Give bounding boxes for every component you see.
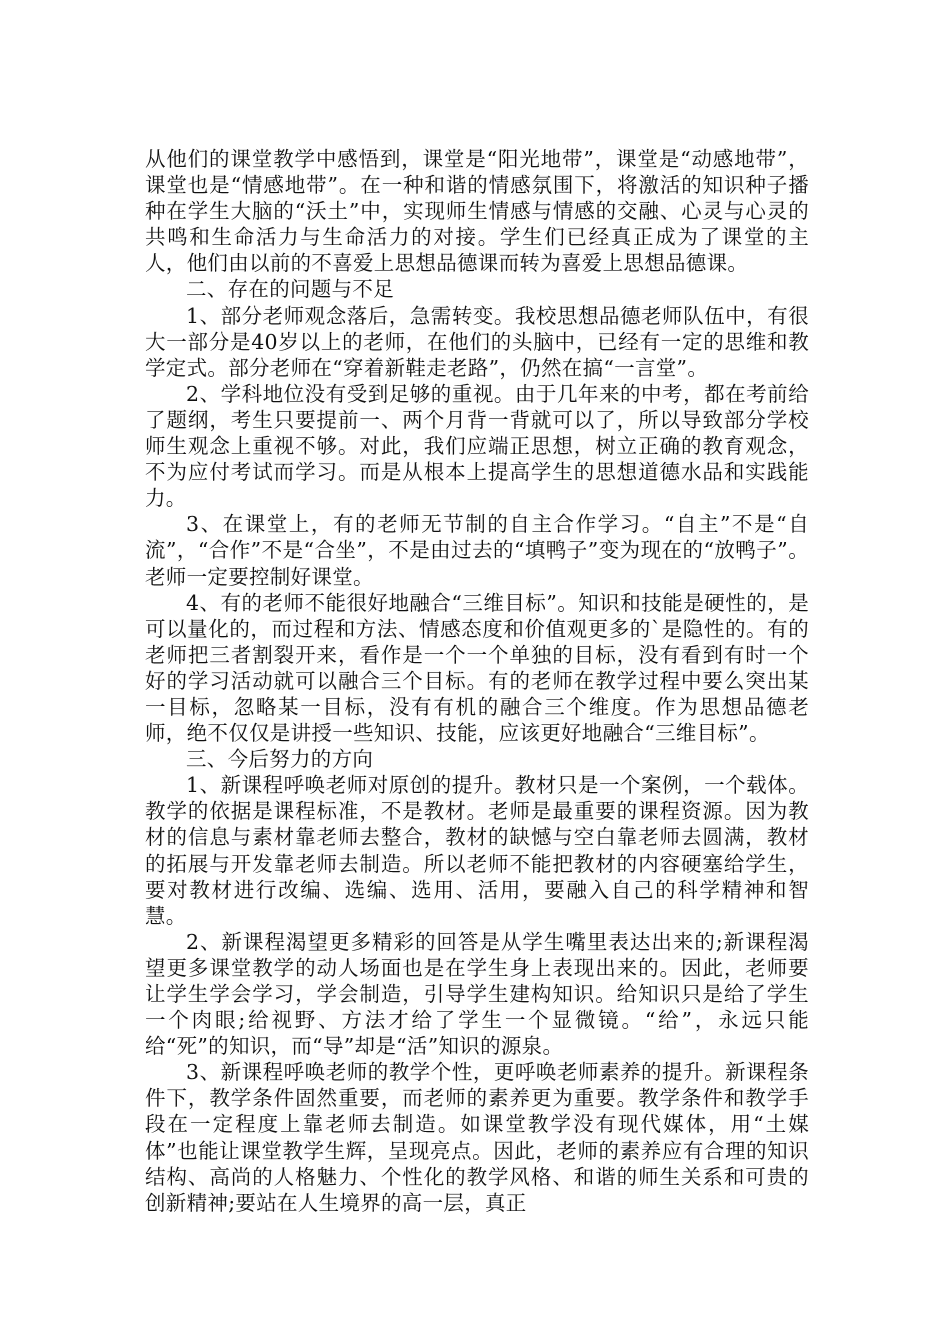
paragraph-intro: 从他们的课堂教学中感悟到，课堂是“阳光地带”，课堂是“动感地带”，课堂也是“情感地带”。在一种和谐的情感氛围下，将激活的知识种子播种在学生大脑的“沃土”中，实现师生情感与情感的交融、心灵与心灵的共鸣和生命活力与生命活力的对接。学生们已经真正成为了课堂的主人，他们由以前的不喜爱上思想品德课而转为喜爱上思想品德课。 [145, 147, 809, 276]
paragraph-problem-3: 3、在课堂上，有的老师无节制的自主合作学习。“自主”不是“自流”，“合作”不是“合坐”，不是由过去的“填鸭子”变为现在的“放鸭子”。老师一定要控制好课堂。 [145, 512, 809, 589]
paragraph-problem-1: 1、部分老师观念落后，急需转变。我校思想品德老师队伍中，有很大一部分是40岁以上的老师，在他们的头脑中，已经有一定的思维和教学定式。部分老师在“穿着新鞋走老路”，仍然在搞“一言堂”。 [145, 303, 809, 380]
section-heading-problems: 二、存在的问题与不足 [186, 277, 394, 302]
paragraph-direction-2: 2、新课程渴望更多精彩的回答是从学生嘴里表达出来的;新课程渴望更多课堂教学的动人场面也是在学生身上表现出来的。因此，老师要让学生学会学习，学会制造，引导学生建构知识。给知识只是给了学生一个肉眼;给视野、方法才给了学生一个显微镜。“给”，永远只能给“死”的知识，而“导”却是“活”知识的源泉。 [145, 929, 809, 1059]
document-body [145, 146, 809, 1216]
paragraph-direction-3: 3、新课程呼唤老师的教学个性，更呼唤老师素养的提升。新课程条件下，教学条件固然重要，而老师的素养更为重要。教学条件和教学手段在一定程度上靠老师去制造。如课堂教学没有现代媒体，用“土媒体”也能让课堂教学生辉，呈现亮点。因此，老师的素养应有合理的知识结构、高尚的人格魅力、个性化的教学风格、和谐的师生关系和可贵的创新精神;要站在人生境界的高一层，真正 [145, 1060, 809, 1215]
paragraph-problem-2: 2、学科地位没有受到足够的重视。由于几年来的中考，都在考前给了题纲，考生只要提前一、两个月背一背就可以了，所以导致部分学校师生观念上重视不够。对此，我们应端正思想，树立正确的教育观念，不为应付考试而学习。而是从根本上提高学生的思想道德水品和实践能力。 [145, 381, 809, 511]
paragraph-problem-4: 4、有的老师不能很好地融合“三维目标”。知识和技能是硬性的，是可以量化的，而过程和方法、情感态度和价值观更多的`是隐性的。有的老师把三者割裂开来，看作是一个一个单独的目标，没有看到有时一个好的学习活动就可以融合三个目标。有的老师在教学过程中要么突出某一目标，忽略某一目标，没有有机的融合三个维度。作为思想品德老师，绝不仅仅是讲授一些知识、技能，应该更好地融合“三维目标”。 [145, 590, 809, 746]
section-heading-direction: 三、今后努力的方向 [186, 747, 374, 772]
paragraph-direction-1: 1、新课程呼唤老师对原创的提升。教材只是一个案例，一个载体。教学的依据是课程标准，不是教材。老师是最重要的课程资源。因为教材的信息与素材靠老师去整合，教材的缺憾与空白靠老师去圆满，教材的拓展与开发靠老师去制造。所以老师不能把教材的内容硬塞给学生，要对教材进行改编、选编、选用、活用，要融入自己的科学精神和智慧。 [145, 773, 809, 928]
